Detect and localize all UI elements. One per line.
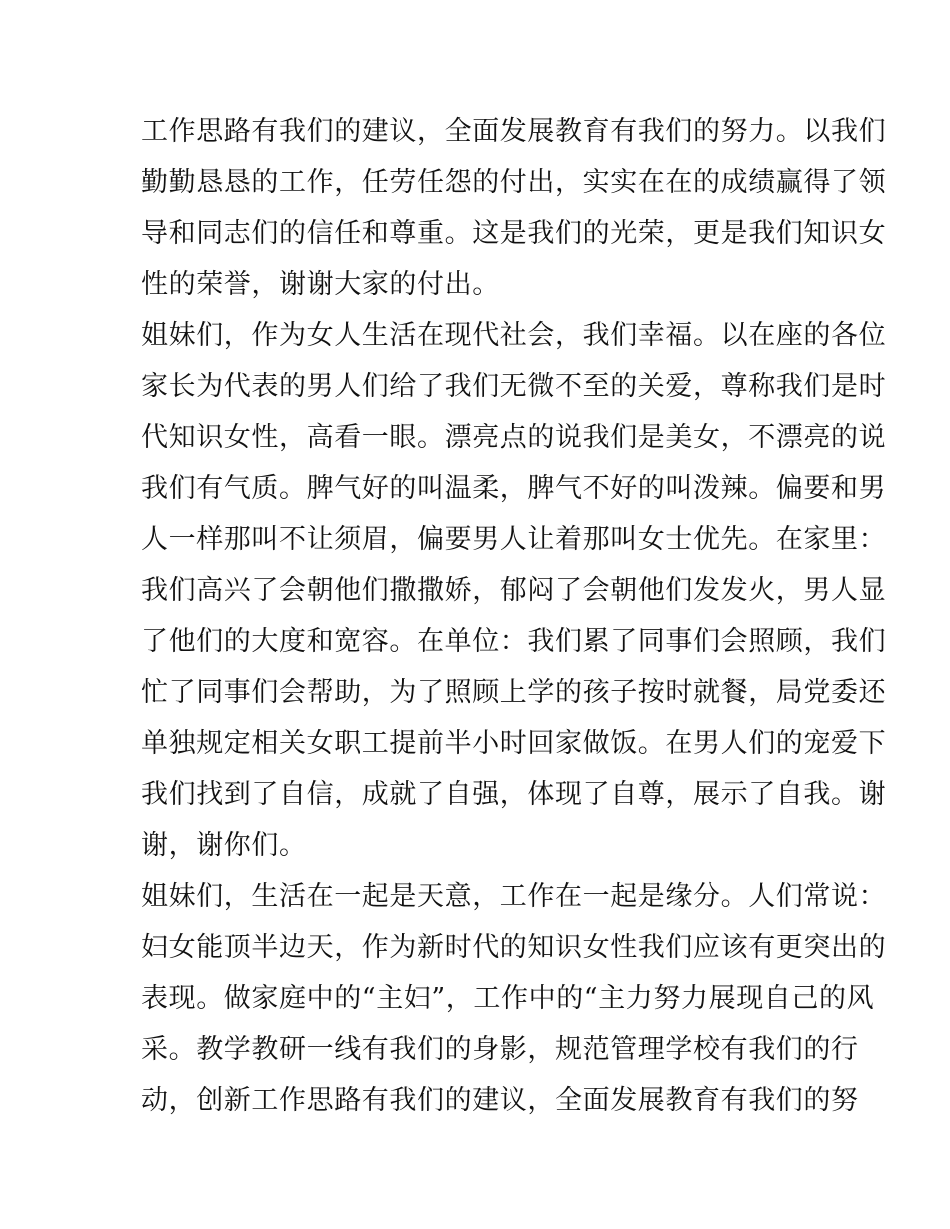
text-line: 动，创新工作思路有我们的建议，全面发展教育有我们的努 [141, 1085, 859, 1116]
text-line: 我们有气质。脾气好的叫温柔，脾气不好的叫泼辣。偏要和男 [141, 473, 887, 504]
text-line: 勤勤恳恳的工作，任劳任怨的付出，实实在在的成绩赢得了领 [141, 167, 887, 198]
text-line: 代知识女性，高看一眼。漂亮点的说我们是美女，不漂亮的说 [141, 422, 887, 453]
text-line: 采。教学教研一线有我们的身影，规范管理学校有我们的行 [141, 1034, 859, 1065]
text-line: 家长为代表的男人们给了我们无微不至的关爱，尊称我们是时 [141, 371, 887, 402]
text-line: 我们找到了自信，成就了自强，体现了自尊，展示了自我。谢 [141, 779, 887, 810]
text-line: 工作思路有我们的建议，全面发展教育有我们的努力。以我们 [141, 116, 887, 147]
text-line: 忙了同事们会帮助，为了照顾上学的孩子按时就餐，局党委还 [141, 677, 887, 708]
text-line: 导和同志们的信任和尊重。这是我们的光荣，更是我们知识女 [141, 218, 887, 249]
text-line: 了他们的大度和宽容。在单位：我们累了同事们会照顾，我们 [141, 626, 887, 657]
text-line: 妇女能顶半边天，作为新时代的知识女性我们应该有更突出的 [141, 932, 887, 963]
body-text [141, 106, 887, 1126]
text-line: 人一样那叫不让须眉，偏要男人让着那叫女士优先。在家里： [141, 524, 887, 555]
text-line: 姐妹们，作为女人生活在现代社会，我们幸福。以在座的各位 [141, 320, 887, 351]
text-line: 我们高兴了会朝他们撒撒娇，郁闷了会朝他们发发火，男人显 [141, 575, 887, 606]
text-line: 性的荣誉，谢谢大家的付出。 [141, 269, 500, 300]
text-line: 表现。做家庭中的“主妇”，工作中的“主力努力展现自己的风 [141, 983, 875, 1014]
text-line: 姐妹们，生活在一起是天意，工作在一起是缘分。人们常说： [141, 881, 887, 912]
text-line: 单独规定相关女职工提前半小时回家做饭。在男人们的宠爱下 [141, 728, 887, 759]
text-line: 谢，谢你们。 [141, 830, 307, 861]
